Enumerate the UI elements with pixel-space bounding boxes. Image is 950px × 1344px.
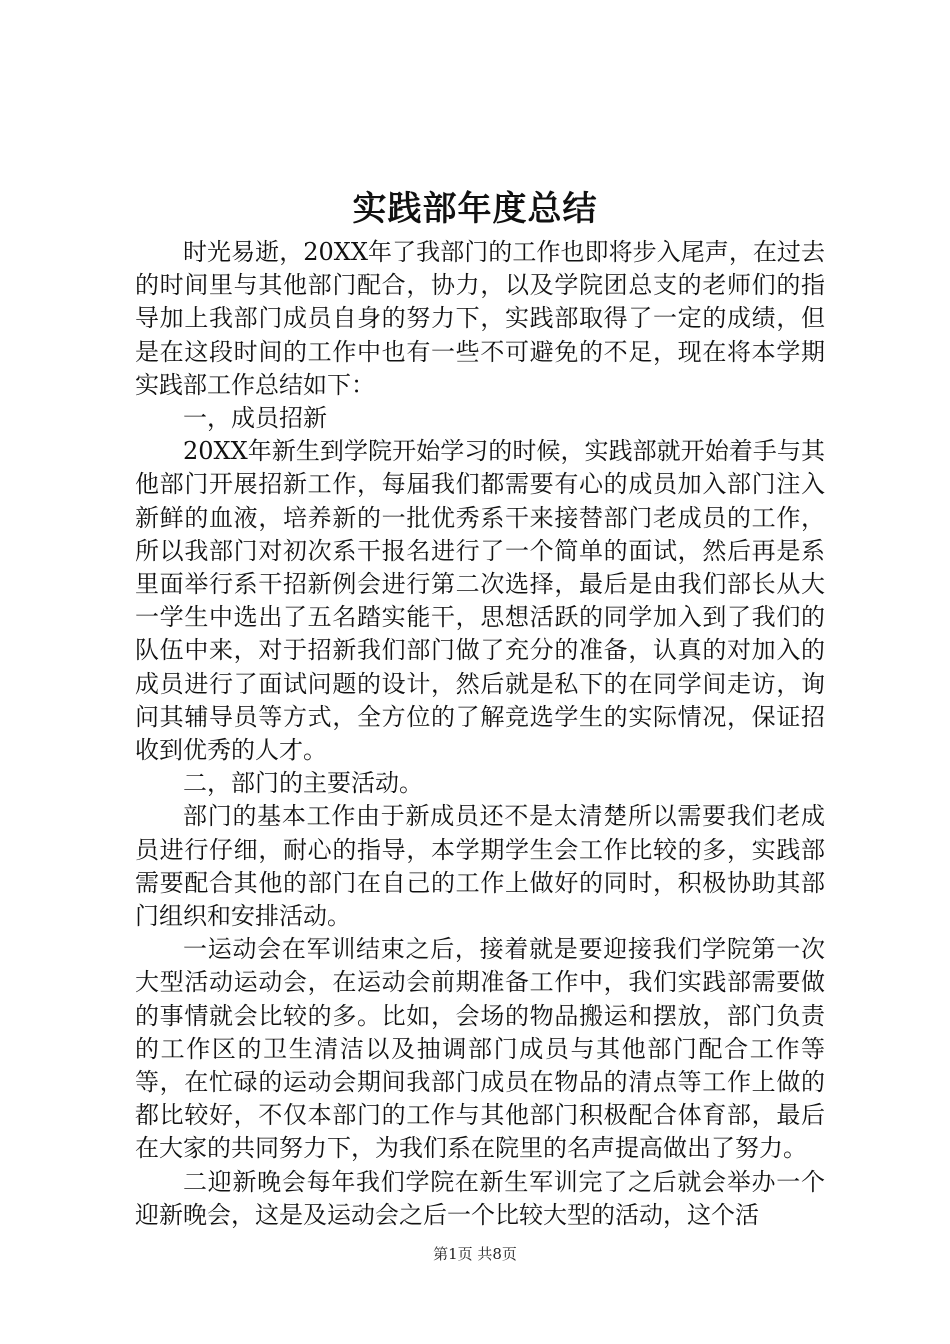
document-body bbox=[135, 236, 825, 1232]
paragraph-welcome-party: 二迎新晚会每年我们学院在新生军训完了之后就会举办一个迎新晚会，这是及运动会之后一个比较大型的活动，这个活 bbox=[135, 1167, 825, 1229]
page-footer: 第1页 共8页 bbox=[433, 1245, 517, 1263]
section-heading-activities: 二，部门的主要活动。 bbox=[183, 769, 423, 798]
paragraph-basic-work: 部门的基本工作由于新成员还不是太清楚所以需要我们老成员进行仔细，耐心的指导，本学期学生会工作比较的多，实践部需要配合其他的部门在自己的工作上做好的同时，积极协助其部门组织和安排活动。 bbox=[135, 802, 825, 931]
paragraph-recruitment: 20XX年新生到学院开始学习的时候，实践部就开始着手与其他部门开展招新工作，每届我们都需要有心的成员加入部门注入新鲜的血液，培养新的一批优秀系干来接替部门老成员的工作，所以我部门对初次系干报名进行了一个简单的面试，然后再是系里面举行系干招新例会进行第二次选择，最后是由我们部长从大一学生中选出了五名踏实能干，思想活跃的同学加入到了我们的队伍中来，对于招新我们部门做了充分的准备，认真的对加入的成员进行了面试问题的设计，然后就是私下的在同学间走访，询问其辅导员等方式，全方位的了解竞选学生的实际情况，保证招收到优秀的人才。 bbox=[135, 437, 825, 765]
document-title: 实践部年度总结 bbox=[352, 189, 598, 229]
section-heading-recruitment: 一，成员招新 bbox=[183, 404, 327, 433]
paragraph-intro: 时光易逝，20XX年了我部门的工作也即将步入尾声，在过去的时间里与其他部门配合，协力，以及学院团总支的老师们的指导加上我部门成员自身的努力下，实践部取得了一定的成绩，但是在这段时间的工作中也有一些不可避免的不足，现在将本学期实践部工作总结如下： bbox=[135, 238, 825, 399]
paragraph-sports-meet: 一运动会在军训结束之后，接着就是要迎接我们学院第一次大型活动运动会，在运动会前期准备工作中，我们实践部需要做的事情就会比较的多。比如，会场的物品搬运和摆放，部门负责的工作区的卫生清洁以及抽调部门成员与其他部门配合工作等等，在忙碌的运动会期间我部门成员在物品的清点等工作上做的都比较好，不仅本部门的工作与其他部门积极配合体育部，最后在大家的共同努力下，为我们系在院里的名声提高做出了努力。 bbox=[135, 935, 825, 1163]
